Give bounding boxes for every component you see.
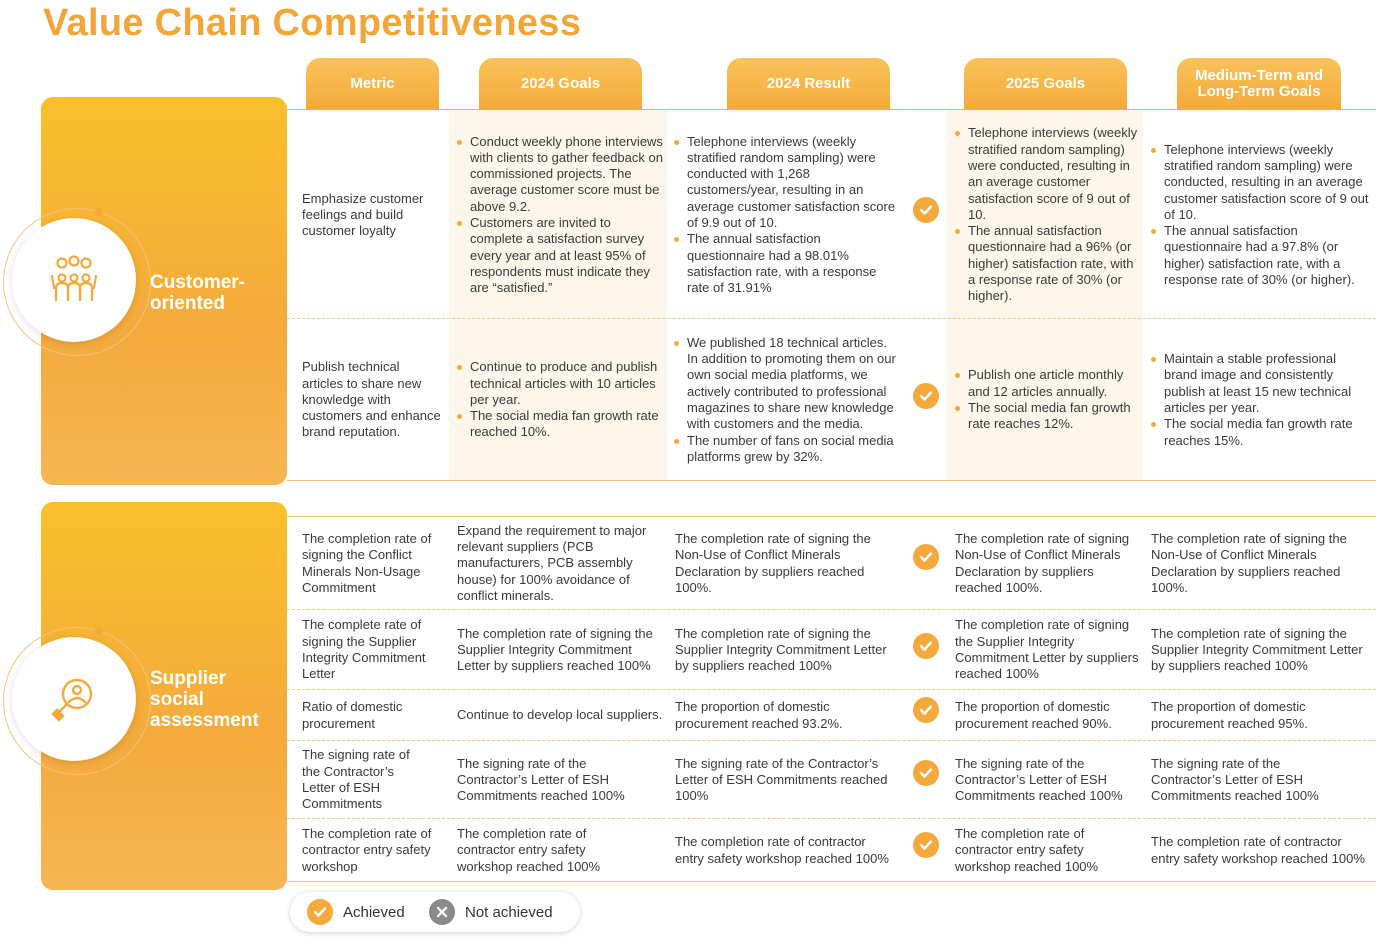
achieved-check-icon [307,899,333,925]
table-cell-2024-result: The completion rate of signing the Supplier Integrity Commitment Letter by suppliers reached 100% [675,625,887,674]
table-cell-long-term-goals: Maintain a stable professional brand image and consistently publish at least 15 new technical articles per year. The social media fan growth rate reaches 15%. [1150,320,1372,480]
table-cell-metric: The completion rate of signing the Conflict Minerals Non-Usage Commitment [302,530,432,595]
table-cell-2024-goals: Conduct weekly phone interviews with clients to gather feedback on commissioned projects. The average customer score must be above 9.2. Customers are invited to complete a satisfaction survey every year and at least 95% of respondents must indicate they are “satisfied.” [456,112,664,318]
row-divider [287,318,1376,319]
table-cell-2024-result: The signing rate of the Contractor’s Letter of ESH Commitments reached 100% [675,755,888,804]
table-cell-metric: The completion rate of contractor entry safety workshop [302,826,432,874]
table-cell-2024-result: The completion rate of signing the Non-Use of Conflict Minerals Declaration by suppliers reached 100%. [675,530,871,595]
header-2024-result: 2024 Result [727,58,890,110]
legend [290,892,580,932]
ring-dot [95,208,103,216]
achieved-check-icon [913,197,939,223]
table-cell-2025-goals: The completion rate of signing the Supplier Integrity Commitment Letter by suppliers reached 100% [955,617,1139,682]
row-divider [287,689,1376,690]
table-cell-2024-result: The proportion of domestic procurement reached 93.2%. [675,699,843,731]
table-cell-2024-goals: Continue to develop local suppliers. [457,707,663,723]
table-cell-2024-goals: Expand the requirement to major relevant suppliers (PCB manufacturers, PCB assembly house) for 100% avoidance of conflict minerals. [457,522,647,603]
row-divider [287,480,1376,481]
table-cell-2024-result: We published 18 technical articles. In addition to promoting them on our own social media platforms, we actively contributed to professional magazines to share new knowledge with customers and the media. The number of fans on social media platforms grew by 32%. [673,320,901,480]
table-cell-metric: Publish technical articles to share new knowledge with customers and enhance brand reputation. [302,359,441,440]
table-cell-metric: The signing rate of the Contractor’s Letter of ESH Commitments [302,747,410,812]
ring-dot [95,763,103,771]
table-cell-2025-goals: Publish one article monthly and 12 articles annually. The social media fan growth rate reaches 12%. [954,320,1142,480]
row-divider [287,516,1376,517]
ring-dot [95,627,103,635]
achieved-check-icon [913,633,939,659]
page-title: Value Chain Competitiveness [43,2,582,44]
table-cell-2024-result: The completion rate of contractor entry safety workshop reached 100% [675,834,889,866]
row-divider [287,609,1376,610]
achieved-check-icon [913,383,939,409]
table-cell-metric: The complete rate of signing the Supplier Integrity Commitment Letter [302,617,426,682]
table-cell-2024-goals: The completion rate of signing the Supplier Integrity Commitment Letter by suppliers reached 100% [457,625,653,674]
table-cell-2025-goals: The completion rate of signing Non-Use of Conflict Minerals Declaration by suppliers reached 100%. [955,530,1130,595]
header-long-term-goals: Medium-Term and Long-Term Goals [1177,58,1341,110]
ring-dot [95,344,103,352]
supplier-assessment-icon [12,637,136,761]
achieved-check-icon [913,697,939,723]
table-cell-2024-goals: Continue to produce and publish technical articles with 10 articles per year. The social media fan growth rate reached 10%. [456,320,664,480]
table-cell-long-term-goals: The signing rate of the Contractor’s Letter of ESH Commitments reached 100% [1151,755,1319,804]
table-cell-2025-goals: The signing rate of the Contractor’s Letter of ESH Commitments reached 100% [955,755,1123,804]
row-divider [287,881,1376,882]
legend-achieved [307,892,405,932]
table-cell-2024-goals: The signing rate of the Contractor’s Letter of ESH Commitments reached 100% [457,755,625,804]
table-cell-metric: Emphasize customer feelings and build customer loyalty [302,190,424,239]
legend-not-achieved-label: Not achieved [465,903,553,921]
table-cell-long-term-goals: The completion rate of signing the Non-Use of Conflict Minerals Declaration by suppliers reached 100%. [1151,530,1347,595]
table-cell-metric: Ratio of domestic procurement [302,699,403,731]
table-cell-2024-result: Telephone interviews (weekly stratified random sampling) were conducted with 1,268 customers/year, resulting in an average customer satisfaction score of 9.9 out of 10. The annual satisfaction questionnaire had a 98.01% satisfaction rate, with a response rate of 31.91% [673,112,899,318]
legend-achieved-label: Achieved [343,903,405,921]
table-cell-2025-goals: The proportion of domestic procurement reached 90%. [955,699,1112,731]
table-cell-long-term-goals: The proportion of domestic procurement reached 95%. [1151,699,1308,731]
category-label-supplier-social-assessment: Supplier social assessment [150,668,259,731]
table-cell-long-term-goals: Telephone interviews (weekly stratified random sampling) were conducted, resulting in an average customer satisfaction score of 9 out of 10. The annual satisfaction questionnaire had a 97.8% (or higher) satisfaction rate, with a response rate of 30% (or higher). [1150,112,1372,318]
header-2024-goals: 2024 Goals [479,58,642,110]
table-cell-2025-goals: The completion rate of contractor entry safety workshop reached 100% [955,826,1099,874]
row-divider [287,818,1376,819]
achieved-check-icon [913,544,939,570]
table-cell-long-term-goals: The completion rate of contractor entry safety workshop reached 100% [1151,834,1365,866]
legend-not-achieved [429,892,553,932]
header-metric: Metric [306,58,439,110]
not-achieved-x-icon [429,899,455,925]
category-label-customer-oriented: Customer-oriented [150,272,246,314]
customer-group-icon [12,218,136,342]
table-cell-long-term-goals: The completion rate of signing the Supplier Integrity Commitment Letter by suppliers reached 100% [1151,625,1363,674]
achieved-check-icon [913,832,939,858]
achieved-check-icon [913,760,939,786]
row-divider [287,740,1376,741]
table-cell-2024-goals: The completion rate of contractor entry safety workshop reached 100% [457,826,601,874]
header-2025-goals: 2025 Goals [964,58,1127,110]
table-cell-2025-goals: Telephone interviews (weekly stratified random sampling) were conducted, resulting in an average customer satisfaction score of 9 out of 10. The annual satisfaction questionnaire had a 96% (or higher) satisfaction rate, with a response rate of 30% (or higher). [954,112,1140,318]
